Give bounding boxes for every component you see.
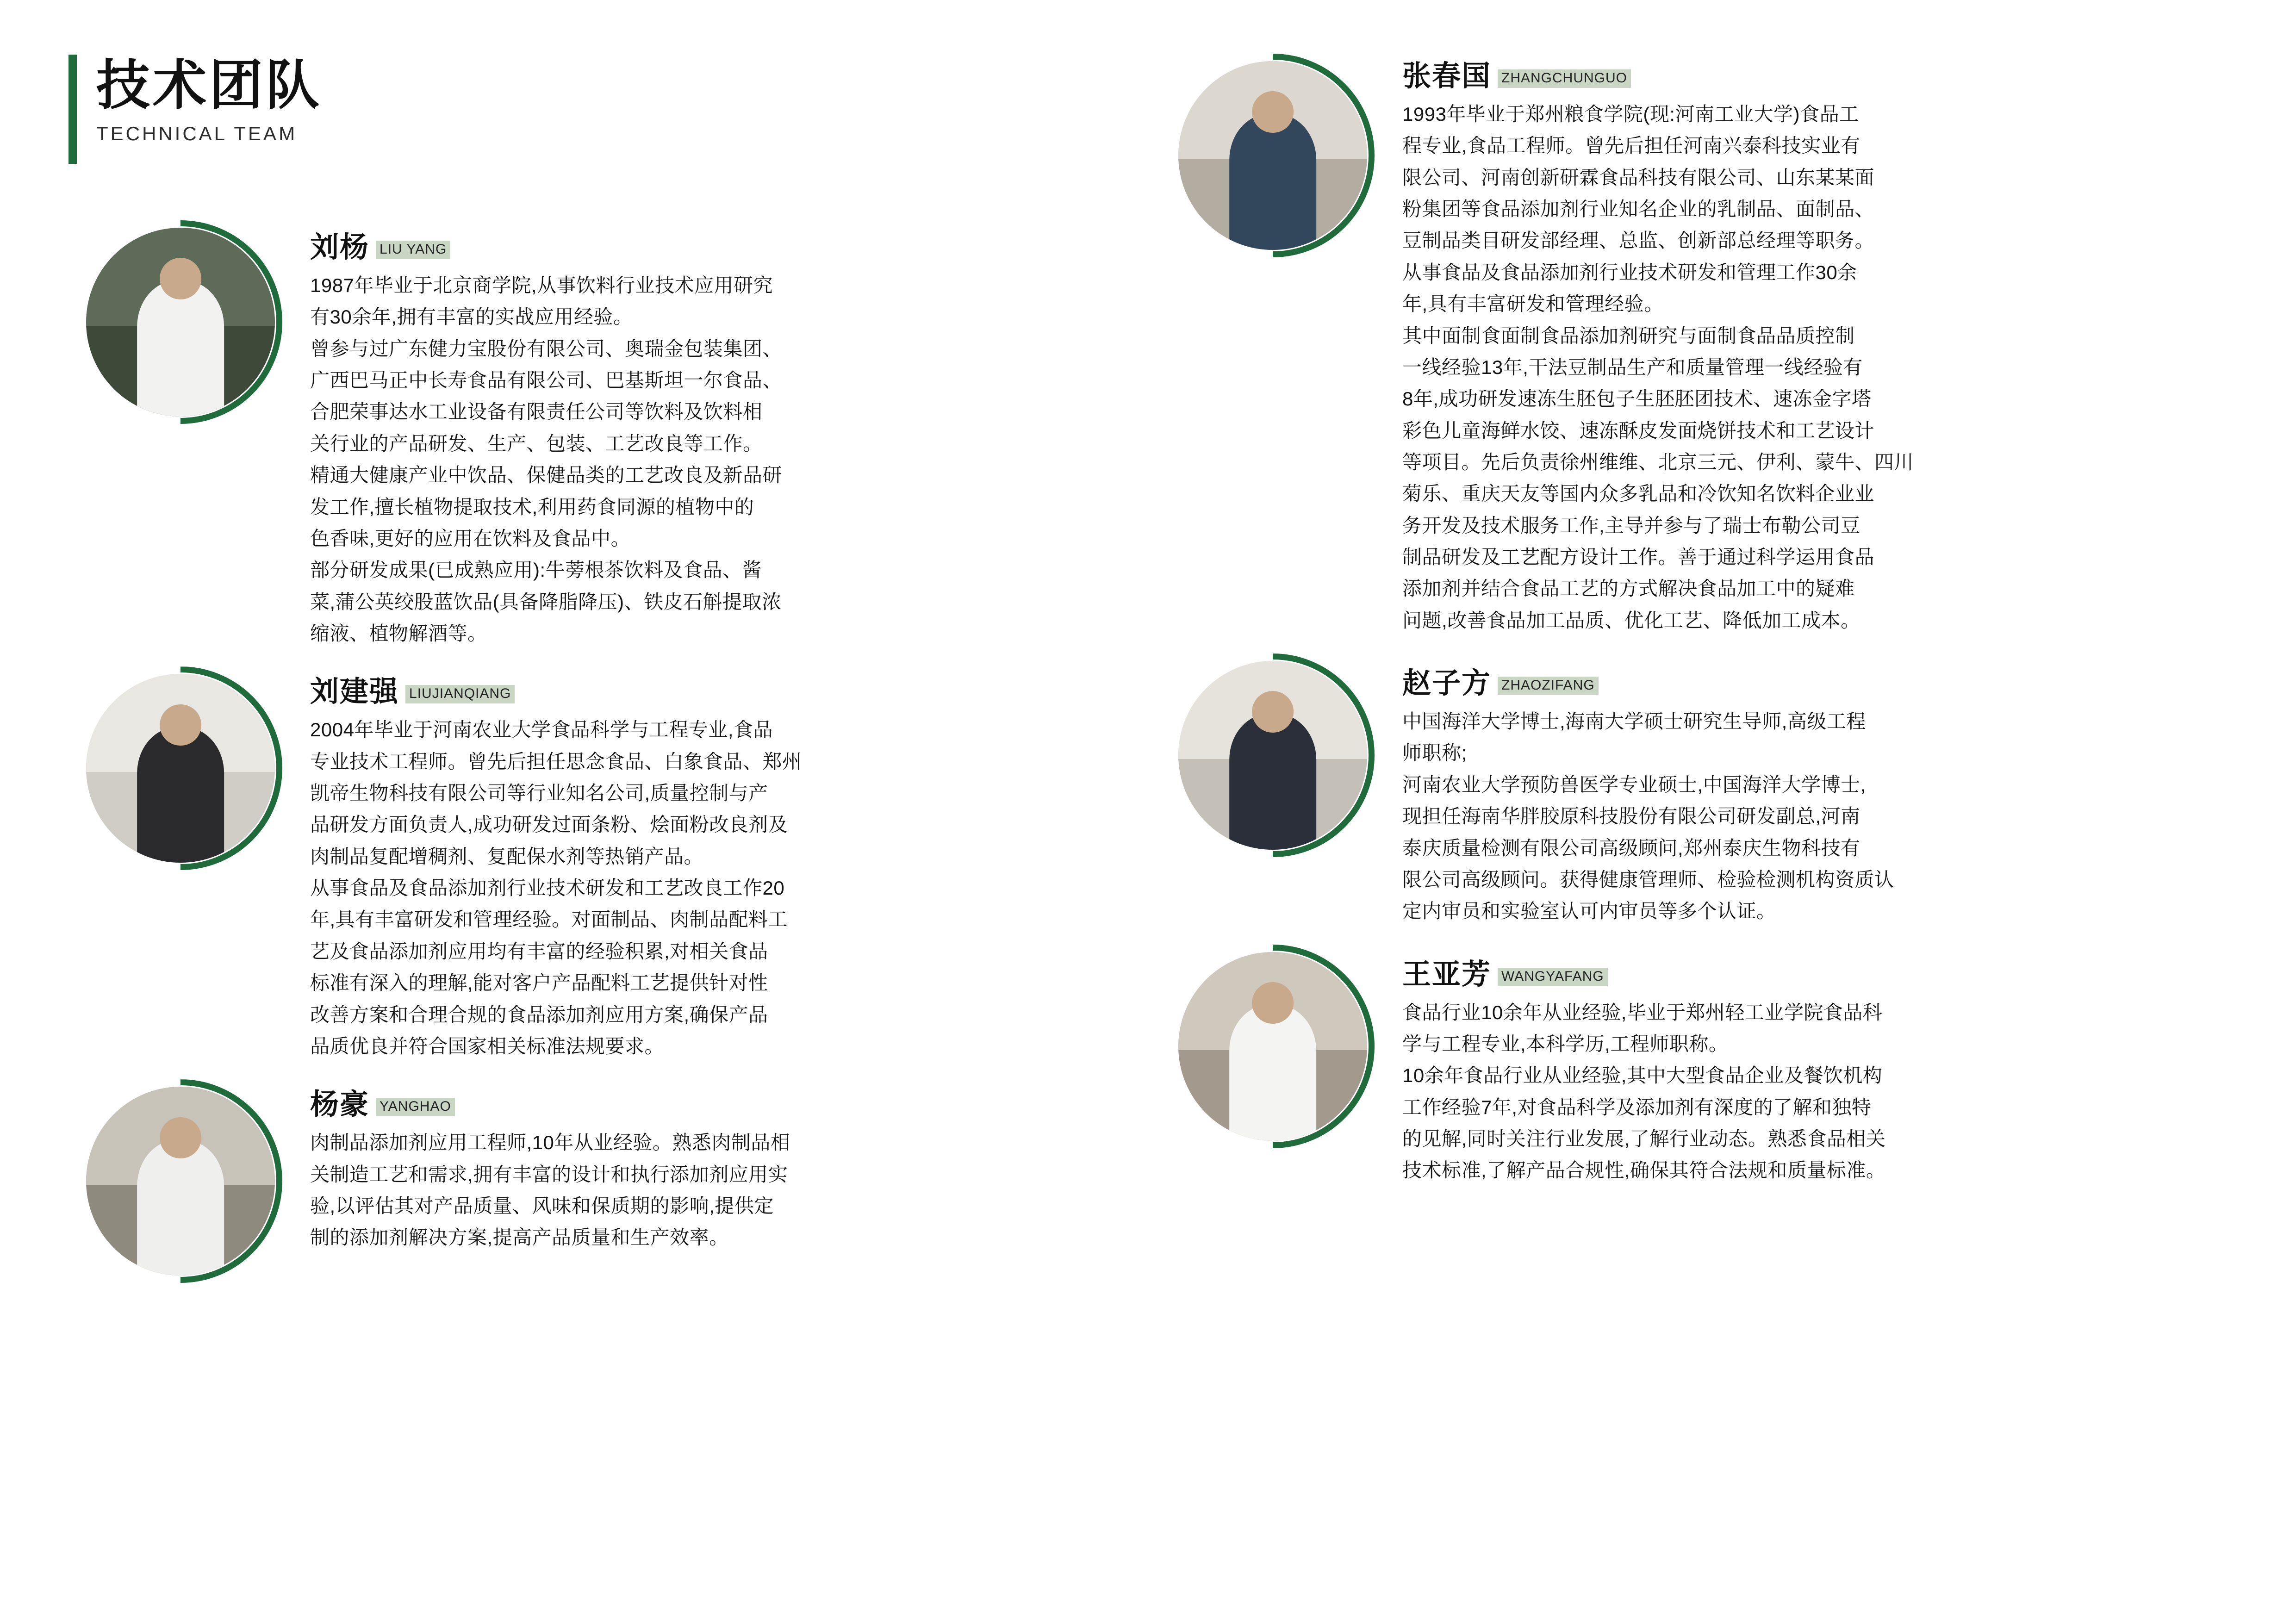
member-name-cn: 张春国: [1402, 60, 1492, 92]
bio-line: 泰庆质量检测有限公司高级顾问,郑州泰庆生物科技有: [1402, 837, 1860, 859]
bio-line: 从事食品及食品添加剂行业技术研发和工艺改良工作20: [310, 877, 785, 899]
name-row: [1402, 62, 2180, 91]
member-name-en: YANGHAO: [376, 1098, 455, 1116]
member-name-en: ZHAOZIFANG: [1498, 677, 1599, 695]
bio-line: 品质优良并符合国家相关标准法规要求。: [310, 1035, 665, 1057]
bio-line: 艺及食品添加剂应用均有丰富的经验积累,对相关食品: [310, 940, 768, 962]
member-card-liuyang: [79, 218, 1088, 650]
name-row: [1402, 960, 2180, 989]
bio-line: 曾参与过广东健力宝股份有限公司、奥瑞金包装集团、: [310, 337, 783, 360]
bio-line: 中国海洋大学博士,海南大学硕士研究生导师,高级工程: [1402, 710, 1866, 733]
bio-line: 务开发及技术服务工作,主导并参与了瑞士布勒公司豆: [1402, 514, 1860, 536]
bio-line: 限公司、河南创新研霖食品科技有限公司、山东某某面: [1402, 166, 1875, 188]
member-body-zhangchunguo: [1402, 51, 2180, 637]
page-title: 技术团队: [96, 55, 322, 115]
bio-line: 关行业的产品研发、生产、包装、工艺改良等工作。: [310, 432, 763, 454]
avatar-photo: [1178, 661, 1367, 850]
bio-line: 10余年食品行业从业经验,其中大型食品企业及餐饮机构: [1402, 1064, 1883, 1087]
member-name-cn: 刘杨: [310, 231, 370, 263]
member-name-en: ZHANGCHUNGUO: [1498, 69, 1631, 88]
bio-line: 品研发方面负责人,成功研发过面条粉、烩面粉改良剂及: [310, 814, 788, 836]
avatar-wrap-liujianqiang: [79, 664, 310, 870]
bio-line: 年,具有丰富研发和管理经验。: [1402, 293, 1664, 315]
bio-line: 1993年毕业于郑州粮食学院(现:河南工业大学)食品工: [1402, 103, 1859, 125]
bio-line: 发工作,擅长植物提取技术,利用药食同源的植物中的: [310, 496, 754, 518]
right-column: [1171, 51, 2180, 1201]
bio-line: 一线经验13年,干法豆制品生产和质量管理一线经验有: [1402, 356, 1863, 378]
bio-line: 食品行业10余年从业经验,毕业于郑州轻工业学院食品科: [1402, 1001, 1883, 1023]
bio-line: 专业技术工程师。曾先后担任思念食品、白象食品、郑州: [310, 750, 802, 772]
bio-line: 河南农业大学预防兽医学专业硕士,中国海洋大学博士,: [1402, 773, 1866, 796]
bio-line: 部分研发成果(已成熟应用):牛蒡根茶饮料及食品、酱: [310, 559, 762, 581]
bio-line: 关制造工艺和需求,拥有丰富的设计和执行添加剂应用实: [310, 1163, 788, 1185]
member-card-yanghao: [79, 1076, 1088, 1283]
member-card-liujianqiang: [79, 664, 1088, 1063]
bio-line: 菜,蒲公英绞股蓝饮品(具备降脂降压)、铁皮石斛提取浓: [310, 591, 782, 613]
name-row: [310, 1090, 1088, 1119]
avatar: [1171, 54, 1375, 257]
bio-line: 其中面制食面制食品添加剂研究与面制食品品质控制: [1402, 324, 1855, 347]
bio-line: 8年,成功研发速冻生胚包子生胚胚团技术、速冻金字塔: [1402, 388, 1872, 410]
bio-line: 制的添加剂解决方案,提高产品质量和生产效率。: [310, 1226, 729, 1249]
left-column: [79, 218, 1088, 1297]
bio-line: 合肥荣事达水工业设备有限责任公司等饮料及饮料相: [310, 401, 763, 423]
member-body-wangyafang: [1402, 942, 2180, 1187]
bio-line: 程专业,食品工程师。曾先后担任河南兴泰科技实业有: [1402, 135, 1860, 157]
member-card-wangyafang: [1171, 942, 2180, 1187]
header-accent-bar: [68, 55, 77, 164]
bio-line: 添加剂并结合食品工艺的方式解决食品加工中的疑难: [1402, 578, 1855, 600]
bio-line: 的见解,同时关注行业发展,了解行业动态。熟悉食品相关: [1402, 1128, 1886, 1150]
member-bio: [1402, 706, 2180, 927]
avatar-photo: [86, 228, 275, 417]
bio-line: 标准有深入的理解,能对客户产品配料工艺提供针对性: [310, 972, 768, 994]
member-name-cn: 王亚芳: [1402, 958, 1492, 990]
name-row: [310, 233, 1088, 262]
bio-line: 问题,改善食品加工品质、优化工艺、降低加工成本。: [1402, 609, 1860, 631]
avatar-wrap-liuyang: [79, 218, 310, 424]
member-name-en: LIU YANG: [376, 241, 450, 259]
bio-line: 师职称;: [1402, 742, 1467, 764]
member-body-liuyang: [310, 218, 1088, 650]
bio-line: 限公司高级顾问。获得健康管理师、检验检测机构资质认: [1402, 868, 1894, 890]
bio-line: 等项目。先后负责徐州维维、北京三元、伊利、蒙牛、四川: [1402, 451, 1914, 473]
bio-line: 学与工程专业,本科学历,工程师职称。: [1402, 1033, 1729, 1055]
bio-line: 年,具有丰富研发和管理经验。对面制品、肉制品配料工: [310, 908, 788, 931]
bio-line: 制品研发及工艺配方设计工作。善于通过科学运用食品: [1402, 546, 1875, 568]
name-row: [310, 678, 1088, 706]
bio-line: 验,以评估其对产品质量、风味和保质期的影响,提供定: [310, 1195, 774, 1217]
bio-line: 现担任海南华胖胶原科技股份有限公司研发副总,河南: [1402, 805, 1860, 828]
bio-line: 技术标准,了解产品合规性,确保其符合法规和质量标准。: [1402, 1159, 1886, 1182]
member-bio: [1402, 997, 2180, 1186]
member-name-en: LIUJIANQIANG: [405, 685, 515, 703]
avatar-photo: [86, 1087, 275, 1276]
bio-line: 彩色儿童海鲜水饺、速冻酥皮发面烧饼技术和工艺设计: [1402, 419, 1875, 442]
bio-line: 2004年毕业于河南农业大学食品科学与工程专业,食品: [310, 719, 773, 741]
member-body-liujianqiang: [310, 664, 1088, 1063]
bio-line: 定内审员和实验室认可内审员等多个认证。: [1402, 900, 1776, 922]
header-text-group: [96, 55, 322, 145]
avatar-photo: [86, 674, 275, 863]
member-card-zhangchunguo: [1171, 51, 2180, 637]
avatar: [1171, 945, 1375, 1148]
member-bio: [310, 270, 1088, 649]
bio-line: 1987年毕业于北京商学院,从事饮料行业技术应用研究: [310, 274, 773, 296]
member-card-zhaozifang: [1171, 651, 2180, 928]
bio-line: 精通大健康产业中饮品、保健品类的工艺改良及新品研: [310, 464, 783, 486]
member-bio: [310, 715, 1088, 1062]
bio-line: 粉集团等食品添加剂行业知名企业的乳制品、面制品、: [1402, 198, 1875, 220]
member-name-en: WANGYAFANG: [1498, 968, 1608, 986]
avatar: [79, 666, 282, 870]
bio-line: 改善方案和合理合规的食品添加剂应用方案,确保产品: [310, 1003, 768, 1026]
bio-line: 豆制品类目研发部经理、总监、创新部总经理等职务。: [1402, 230, 1875, 252]
bio-line: 凯帝生物科技有限公司等行业知名公司,质量控制与产: [310, 782, 768, 804]
bio-line: 肉制品复配增稠剂、复配保水剂等热销产品。: [310, 845, 704, 867]
member-name-cn: 赵子方: [1402, 667, 1492, 700]
bio-line: 菊乐、重庆天友等国内众多乳品和冷饮知名饮料企业业: [1402, 483, 1875, 505]
avatar-wrap-yanghao: [79, 1076, 310, 1283]
avatar-wrap-zhangchunguo: [1171, 51, 1402, 257]
member-body-zhaozifang: [1402, 651, 2180, 928]
member-body-yanghao: [310, 1076, 1088, 1254]
bio-line: 工作经验7年,对食品科学及添加剂有深度的了解和独特: [1402, 1096, 1872, 1118]
member-name-cn: 杨豪: [310, 1089, 370, 1121]
avatar-photo: [1178, 61, 1367, 250]
name-row: [1402, 669, 2180, 698]
page-subtitle: TECHNICAL TEAM: [96, 123, 298, 145]
avatar-wrap-wangyafang: [1171, 942, 1402, 1148]
bio-line: 肉制品添加剂应用工程师,10年从业经验。熟悉肉制品相: [310, 1132, 790, 1154]
avatar: [1171, 653, 1375, 857]
member-name-cn: 刘建强: [310, 676, 399, 708]
bio-line: 广西巴马正中长寿食品有限公司、巴基斯坦一尔食品、: [310, 369, 783, 392]
member-bio: [1402, 99, 2180, 636]
bio-line: 有30余年,拥有丰富的实战应用经验。: [310, 306, 633, 328]
avatar: [79, 220, 282, 424]
avatar-photo: [1178, 952, 1367, 1141]
bio-line: 色香味,更好的应用在饮料及食品中。: [310, 527, 631, 549]
member-bio: [310, 1127, 1088, 1253]
bio-line: 从事食品及食品添加剂行业技术研发和管理工作30余: [1402, 261, 1857, 283]
page-header: [68, 55, 322, 164]
bio-line: 缩液、植物解酒等。: [310, 622, 487, 644]
avatar: [79, 1079, 282, 1283]
avatar-wrap-zhaozifang: [1171, 651, 1402, 857]
